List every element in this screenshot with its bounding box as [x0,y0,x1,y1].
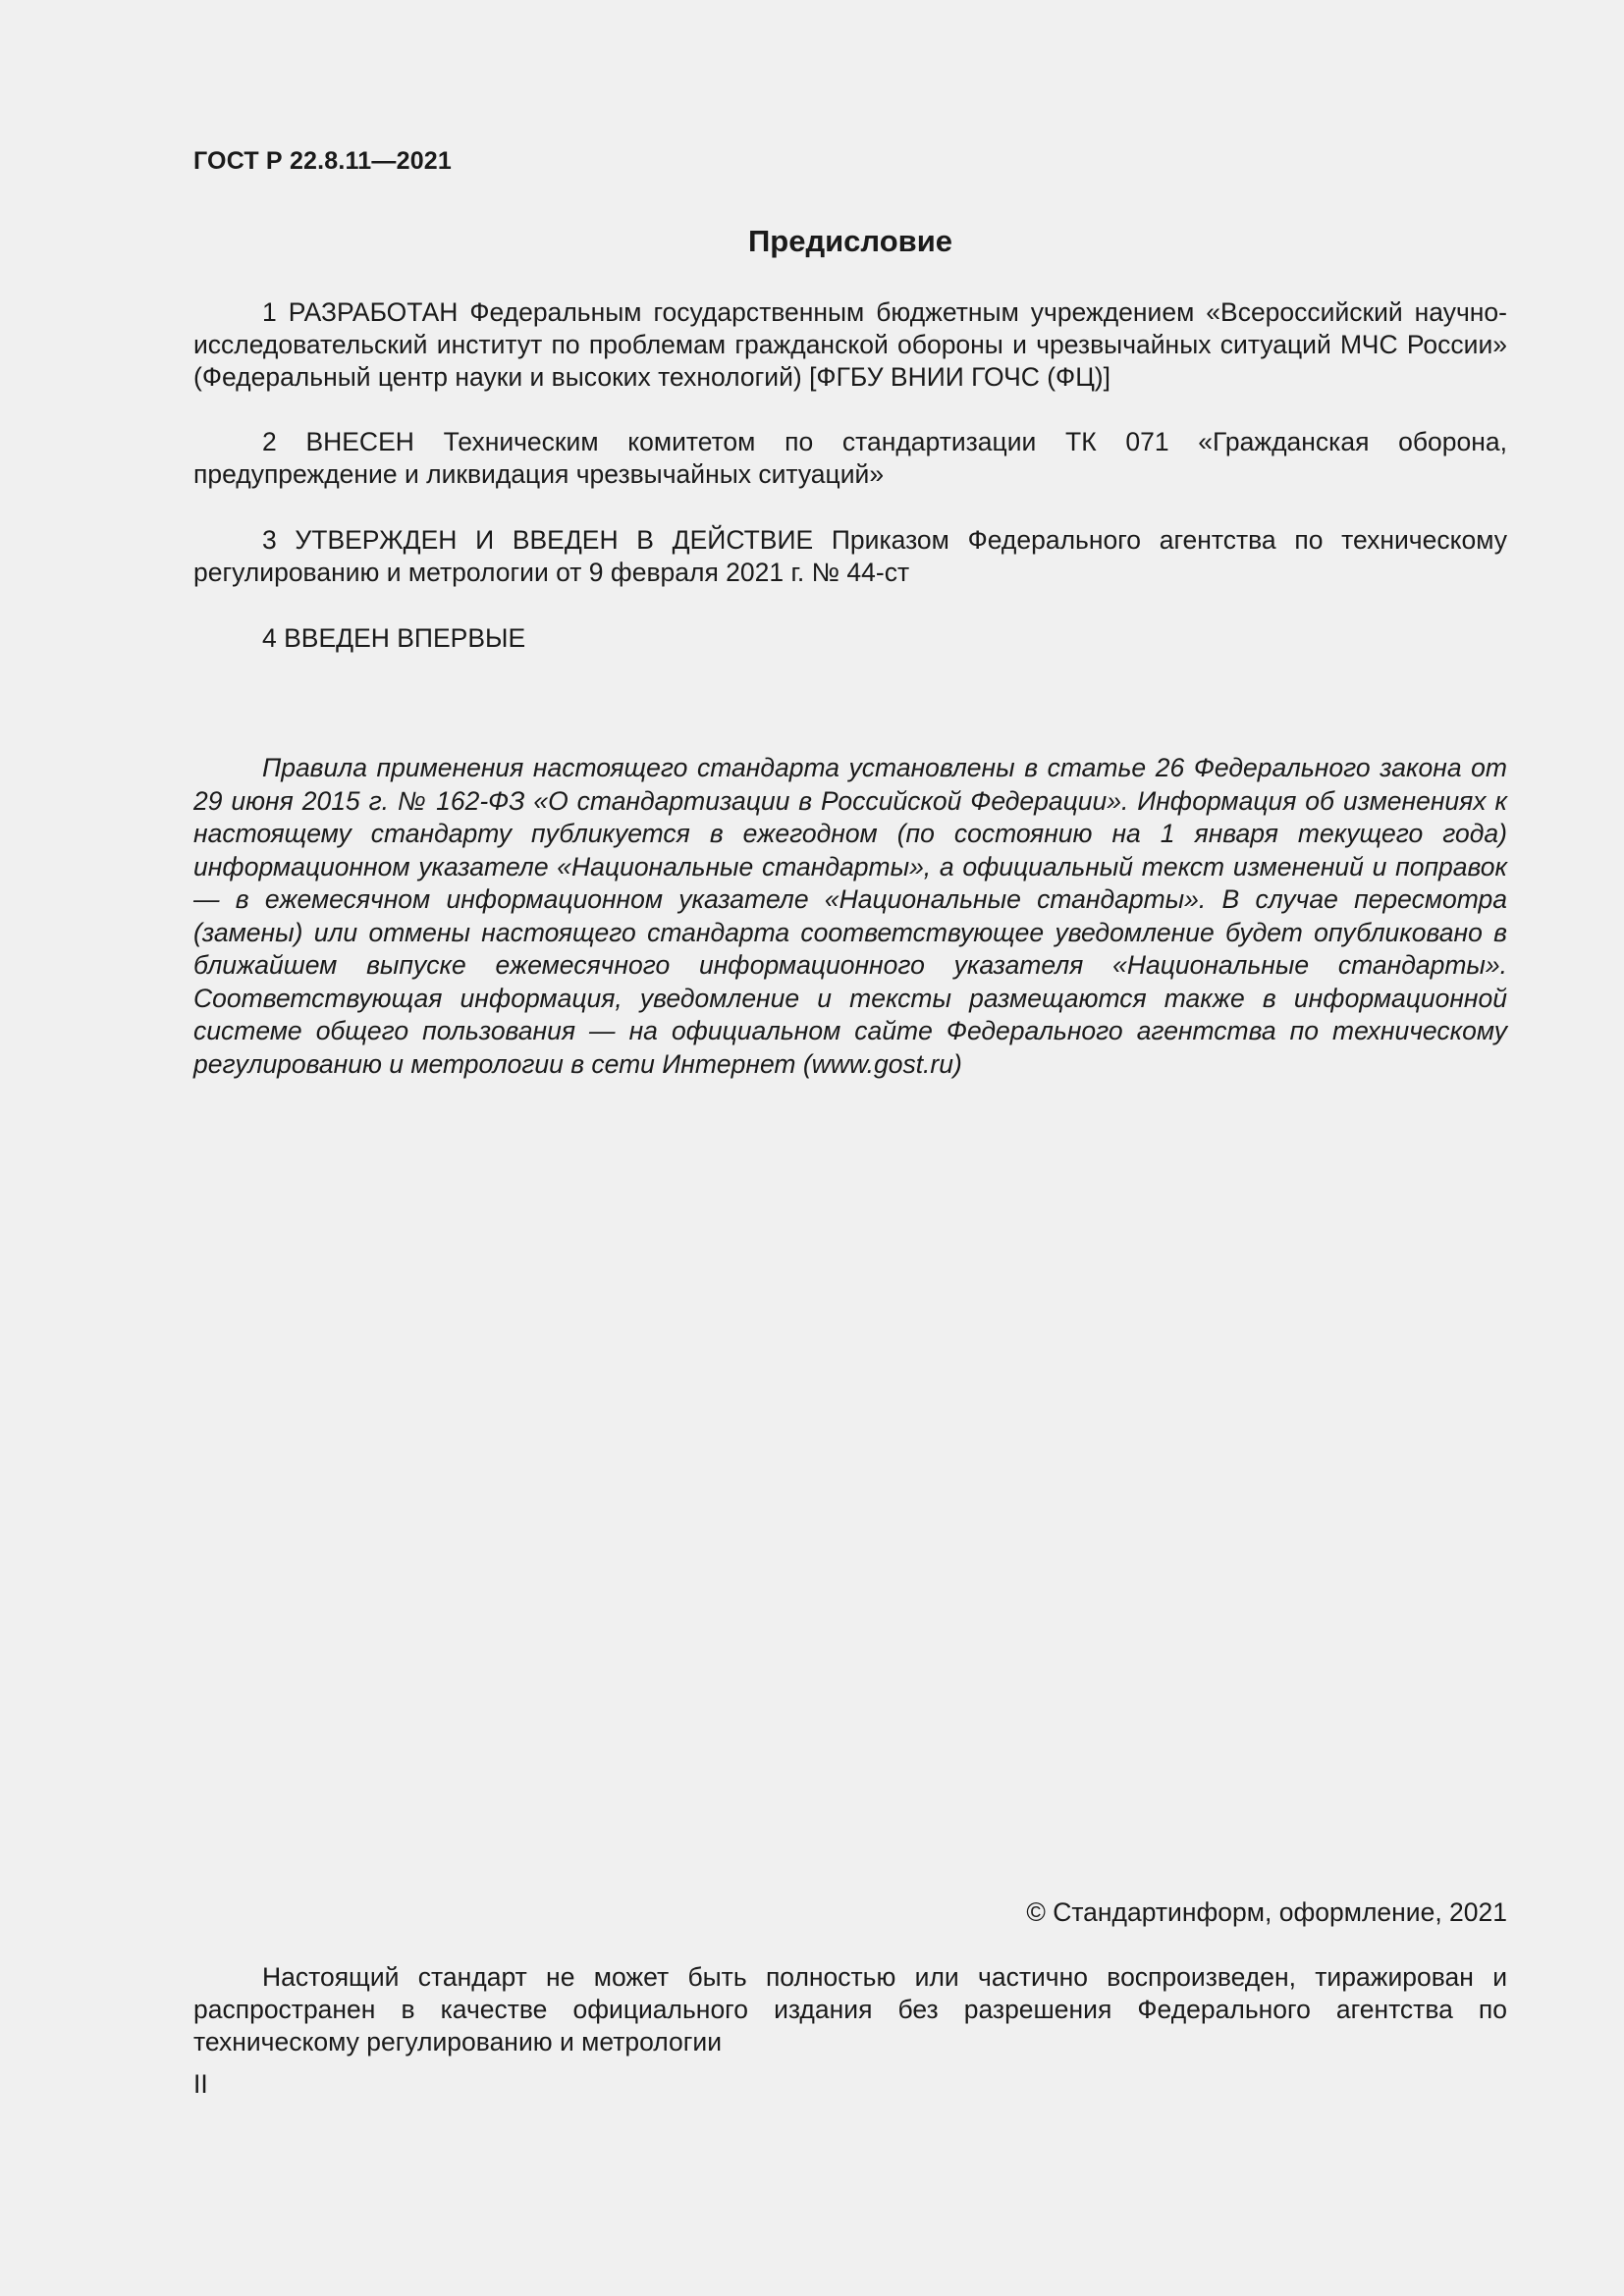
page-title: Предисловие [747,224,952,258]
foreword-item-2: 2 ВНЕСЕН Техническим комитетом по стандартизации ТК 071 «Гражданская оборона, предупреждение и ликвидация чрезвычайных ситуаций» [193,427,1507,489]
page-number: II [193,2069,208,2099]
foreword-item-1: 1 РАЗРАБОТАН Федеральным государственным бюджетным учреждением «Всероссийский научно-исследовательский институт по проблемам гражданской обороны и чрезвычайных ситуаций МЧС России» (Федеральный центр науки и высоких технологий) [ФГБУ ВНИИ ГОЧС (ФЦ)] [193,297,1507,392]
foreword-item-3: 3 УТВЕРЖДЕН И ВВЕДЕН В ДЕЙСТВИЕ Приказом Федерального агентства по техническому регулированию и метрологии от 9 февраля 2021 г. № 44-ст [193,525,1507,587]
reproduction-notice: Настоящий стандарт не может быть полностью или частично воспроизведен, тиражирован и распространен в качестве официального издания без разрешения Федерального агентства по техническому регулированию и метрологии [193,1962,1507,2056]
foreword-item-4: 4 ВВЕДЕН ВПЕРВЫЕ [262,623,526,653]
copyright-line: © Стандартинформ, оформление, 2021 [1026,1897,1507,1927]
standard-code: ГОСТ Р 22.8.11—2021 [193,147,453,175]
application-rules-notice: Правила применения настоящего стандарта установлены в статье 26 Федерального закона от 29 июня 2015 г. № 162-ФЗ «О стандартизации в Российской Федерации». Информация об изменениях к настоящему стандарту публикуется в ежегодном (по состоянию на 1 января текущего года) информационном указателе «Национальные стандарты», а официальный текст изменений и поправок — в ежемесячном информационном указателе «Национальные стандарты». В случае пересмотра (замены) или отмены настоящего стандарта соответствующее уведомление будет опубликовано в ближайшем выпуске ежемесячного информационного указателя «Национальные стандарты». Соответствующая информация, уведомление и тексты размещаются также в информационной системе общего пользования — на официальном сайте Федерального агентства по техническому регулированию и метрологии в сети Интернет (www.gost.ru) [193,753,1507,1079]
